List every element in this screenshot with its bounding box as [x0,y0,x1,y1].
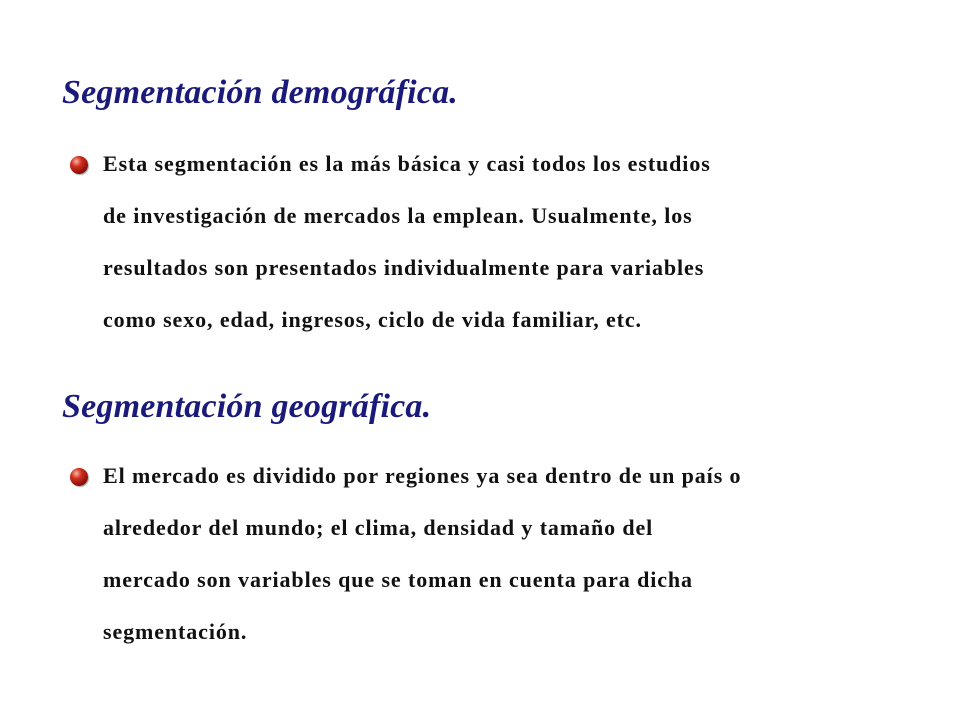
paragraph-line: segmentación. [103,619,248,644]
paragraph-line: Esta segmentación es la más básica y casi todos los estudios [103,151,711,176]
bullet-paragraph-demographic [103,138,893,346]
paragraph-line: alrededor del mundo; el clima, densidad y tamaño del [103,515,654,540]
paragraph-line: resultados son presentados individualmente para variables [103,255,705,280]
section-title-demographic: Segmentación demográfica. [62,74,458,111]
red-sphere-bullet-icon [70,468,88,486]
paragraph-line: mercado son variables que se toman en cuenta para dicha [103,567,693,592]
paragraph-line: El mercado es dividido por regiones ya sea dentro de un país o [103,463,742,488]
paragraph-line: como sexo, edad, ingresos, ciclo de vida familiar, etc. [103,307,642,332]
red-sphere-bullet-icon [70,156,88,174]
section-title-geographic: Segmentación geográfica. [62,388,432,425]
paragraph-line: de investigación de mercados la emplean. Usualmente, los [103,203,693,228]
bullet-paragraph-geographic [103,450,893,658]
